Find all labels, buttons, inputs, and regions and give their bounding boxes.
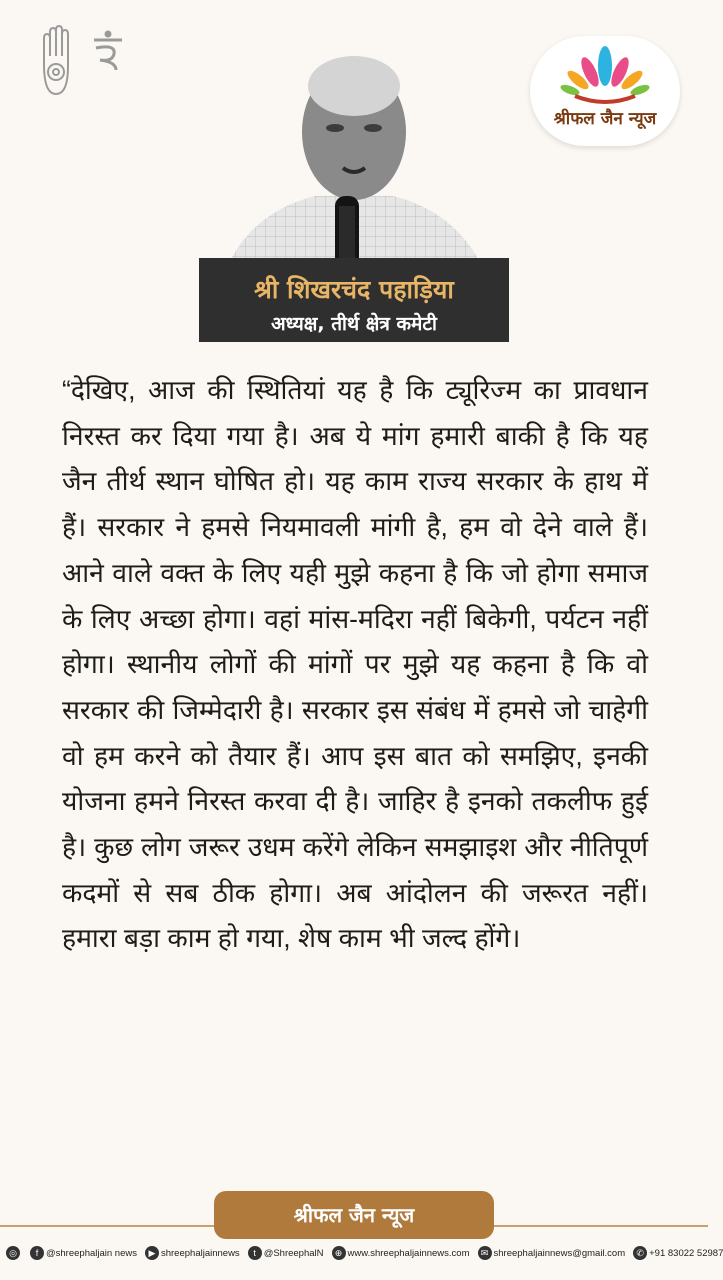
mail-icon: ✉ (478, 1246, 492, 1260)
youtube-handle: shreephaljainnews (160, 1247, 240, 1259)
facebook-handle: @shreephaljain news (46, 1247, 137, 1259)
speaker-title: अध्यक्ष, तीर्थ क्षेत्र कमेटी (271, 313, 437, 335)
facebook-icon: f (30, 1246, 44, 1260)
phone-icon: ✆ (633, 1246, 647, 1260)
email-link[interactable] (478, 1246, 626, 1260)
jain-symbol-icon (86, 30, 130, 74)
twitter-handle: @ShreephalN (263, 1247, 324, 1259)
youtube-icon: ▶ (145, 1246, 159, 1260)
footer-brand: श्रीफल जैन न्यूज (293, 1203, 415, 1227)
quote-text: “देखिए, आज की स्थितियां यह है कि ट्यूरिज्म का प्रावधान निरस्त कर दिया गया है। अब ये मांग हमारी बाकी है कि यह जैन तीर्थ स्थान घोषित हो। यह काम राज्य सरकार के हाथ में हैं। सरकार ने हमसे नियमावली मांगी है, हम वो देने वाले हैं। आने वाले वक्त के लिए यही मुझे कहना है कि जो होगा समाज के लिए अच्छा होगा। वहां मांस-मदिरा नहीं बिकेगी, पर्यटन नहीं होगा। स्थानीय लोगों की मांगों पर मुझे यह कहना है कि वो सरकार की जिम्मेदारी है। सरकार इस संबंध में हमसे जो चाहेगी वो हम करने को तैयार हैं। आप इस बात को समझिए, इनकी योजना हमने निरस्त करवा दी है। जाहिर है इनको तकलीफ हुई है। कुछ लोग जरूर उधम करेंगे लेकिन समझाइश और नीतिपूर्ण कदमों से सब ठीक होगा। अब आंदोलन की जरूरत नहीं। हमारा बड़ा काम हो गया, शेष काम भी जल्द होंगे। (62, 375, 648, 954)
website-link[interactable] (332, 1246, 470, 1260)
speaker-name: श्री शिखरचंद पहाड़िया (254, 275, 454, 304)
jain-hand-icon (36, 26, 78, 96)
facebook-link[interactable] (30, 1246, 137, 1260)
web-icon: ⊕ (332, 1246, 346, 1260)
brand-logo (530, 36, 680, 146)
lotus-icon (530, 36, 680, 106)
email-address: shreephaljainnews@gmail.com (493, 1247, 626, 1259)
brand-name: श्रीफल जैन न्यूज (553, 109, 657, 129)
phone-link[interactable] (633, 1246, 723, 1260)
youtube-link[interactable] (145, 1246, 240, 1260)
header-area (0, 0, 708, 345)
contact-bar (6, 1242, 723, 1264)
footer-brand-band (214, 1191, 494, 1239)
instagram-icon: ◎ (6, 1246, 20, 1260)
twitter-icon: t (248, 1246, 262, 1260)
website-url: www.shreephaljainnews.com (347, 1247, 470, 1259)
phone-number: +91 83022 52987 (649, 1247, 723, 1259)
twitter-link[interactable] (248, 1246, 324, 1260)
instagram-link[interactable] (6, 1246, 22, 1260)
name-plate (199, 258, 509, 342)
